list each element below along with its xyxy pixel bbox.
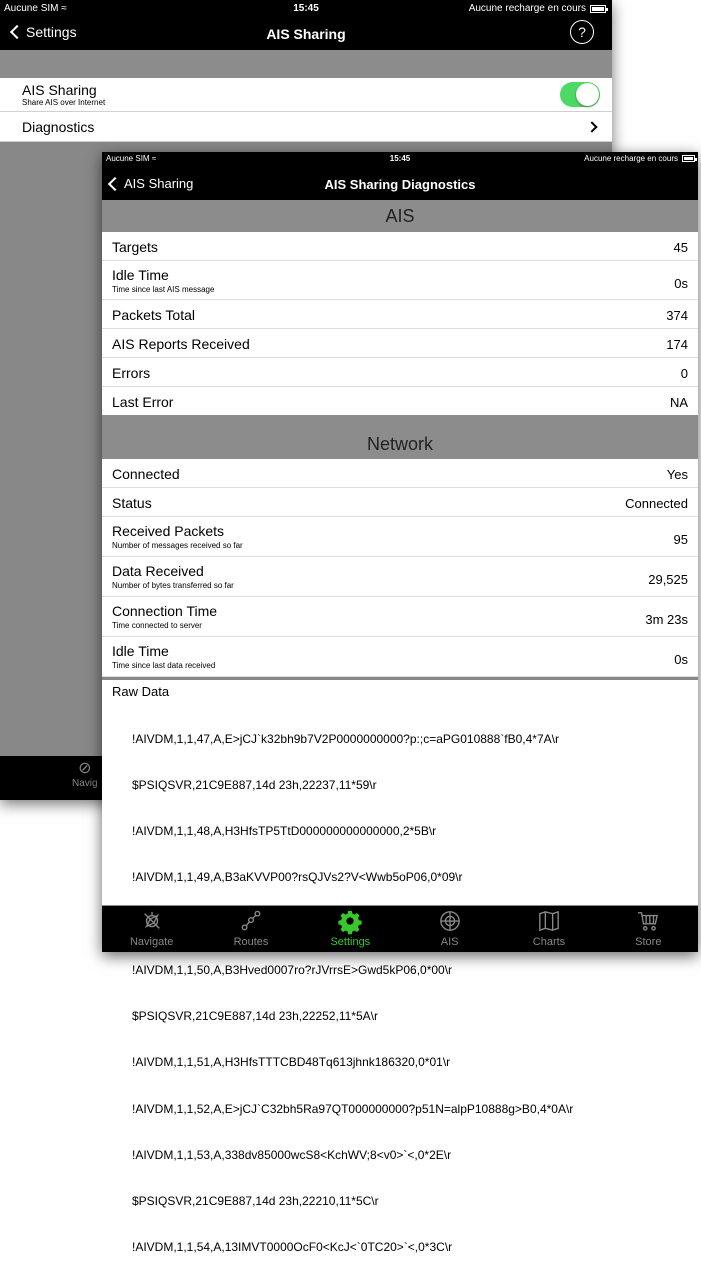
list-item: Targets 45	[102, 232, 698, 261]
chevron-right-icon	[586, 121, 597, 132]
list-item: AIS Reports Received 174	[102, 329, 698, 358]
list-item: Status Connected	[102, 488, 698, 517]
raw-data-line: !AIVDM,1,1,49,A,B3aKVVP00?rsQJVs2?V<Wwb5oP06,0*09\r	[132, 870, 463, 885]
battery-status: Aucune recharge en cours	[584, 154, 695, 163]
raw-data-line: !AIVDM,1,1,51,A,H3HfsTTTCBD48Tq613jhnk186320,0*01\r	[132, 1055, 451, 1070]
section-header-ais: AIS	[102, 200, 698, 232]
tab-charts[interactable]: Charts	[499, 906, 598, 952]
status-bar	[102, 152, 698, 166]
raw-data-line: $PSIQSVR,21C9E887,14d 23h,22237,11*59\r	[132, 778, 377, 793]
section-header-network: Network	[102, 415, 698, 459]
list-item: Idle Time Time since last data received 0s	[102, 637, 698, 677]
raw-data-line: $PSIQSVR,21C9E887,14d 23h,22210,11*5C\r	[132, 1194, 379, 1208]
ais-sharing-sublabel: Share AIS over Internet	[22, 98, 106, 107]
settings-list	[0, 78, 612, 142]
list-item: Connected Yes	[102, 459, 698, 488]
list-item: Packets Total 374	[102, 300, 698, 329]
clock: 15:45	[293, 3, 319, 14]
raw-data-line: !AIVDM,1,1,54,A,13IMVT0000OcF0<KcJ<`0TC20>`<,0*3C\r	[132, 1240, 453, 1255]
page-title: AIS Sharing	[266, 26, 346, 42]
routes-icon	[201, 910, 300, 936]
help-button[interactable]: ?	[570, 20, 594, 44]
tab-navigate[interactable]: Navigate	[102, 906, 201, 952]
navigate-icon: ⊘	[78, 760, 92, 777]
diagnostics-label: Diagnostics	[22, 119, 95, 135]
back-button[interactable]: Settings	[6, 24, 77, 40]
ais-sharing-row	[0, 78, 612, 112]
battery-icon	[682, 155, 695, 162]
battery-icon	[590, 5, 606, 13]
tab-navigate[interactable]: ⊘ Navig	[72, 760, 98, 789]
raw-data-log	[132, 701, 573, 1286]
section-spacer	[0, 50, 612, 78]
list-item: Data Received Number of bytes transferred so far 29,525	[102, 557, 698, 597]
clock: 15:45	[389, 154, 411, 163]
battery-status: Aucune recharge en cours	[469, 3, 606, 14]
carrier-label: Aucune SIM ≈	[4, 3, 67, 14]
raw-data-line: !AIVDM,1,1,52,A,E>jCJ`C32bh5Ra97QT000000000?p51N=alpP10888g>B0,4*0A\r	[132, 1101, 574, 1116]
wifi-icon: ≈	[61, 3, 67, 14]
diagnostics-screen	[102, 152, 698, 1255]
tab-bar	[102, 906, 698, 952]
page-title: AIS Sharing Diagnostics	[324, 177, 476, 192]
raw-data-line: $PSIQSVR,21C9E887,14d 23h,22252,11*5A\r	[132, 1009, 378, 1024]
raw-data-line: !AIVDM,1,1,50,A,B3Hved0007ro?rJVrrsE>Gwd5kP06,0*00\r	[132, 962, 453, 977]
list-item: Connection Time Time connected to server 3m 23s	[102, 597, 698, 637]
nav-bar	[102, 166, 698, 200]
settings-gear-icon	[301, 910, 400, 936]
toggle-knob	[576, 83, 599, 106]
store-cart-icon	[599, 910, 698, 936]
tab-store[interactable]: Store	[599, 906, 698, 952]
ais-radar-icon	[400, 910, 499, 936]
wifi-icon: ≈	[151, 154, 157, 163]
list-item: Last Error NA	[112, 394, 688, 410]
list-item: Received Packets Number of messages received so far 95	[102, 517, 698, 557]
tab-settings[interactable]: Settings	[301, 906, 400, 952]
raw-data-line: !AIVDM,1,1,47,A,E>jCJ`k32bh9b7V2P0000000000?p:;c=aPG010888`fB0,4*7A\r	[132, 731, 559, 746]
raw-data-line: !AIVDM,1,1,48,A,H3HfsTP5TtD000000000000000,2*5B\r	[132, 824, 437, 839]
diagnostics-row[interactable]	[0, 112, 612, 142]
network-stats-list	[102, 459, 698, 677]
ais-sharing-toggle[interactable]	[560, 82, 600, 107]
carrier-label: Aucune SIM ≈	[106, 154, 157, 163]
ais-sharing-label: AIS Sharing	[22, 82, 97, 98]
list-item: Errors 0	[102, 358, 698, 387]
status-bar	[0, 0, 612, 18]
raw-data-line: !AIVDM,1,1,53,A,338dv85000wcS8<KchWV;8<v0>`<,0*2E\r	[132, 1147, 452, 1162]
nav-bar	[0, 18, 612, 50]
back-button[interactable]: AIS Sharing	[104, 176, 193, 191]
charts-map-icon	[499, 910, 598, 936]
tab-ais[interactable]: AIS	[400, 906, 499, 952]
raw-data-title: Raw Data	[112, 684, 170, 699]
ais-stats-list	[102, 232, 698, 416]
list-item: Idle Time Time since last AIS message 0s	[102, 261, 698, 300]
navigate-icon	[102, 910, 201, 936]
tab-routes[interactable]: Routes	[201, 906, 300, 952]
